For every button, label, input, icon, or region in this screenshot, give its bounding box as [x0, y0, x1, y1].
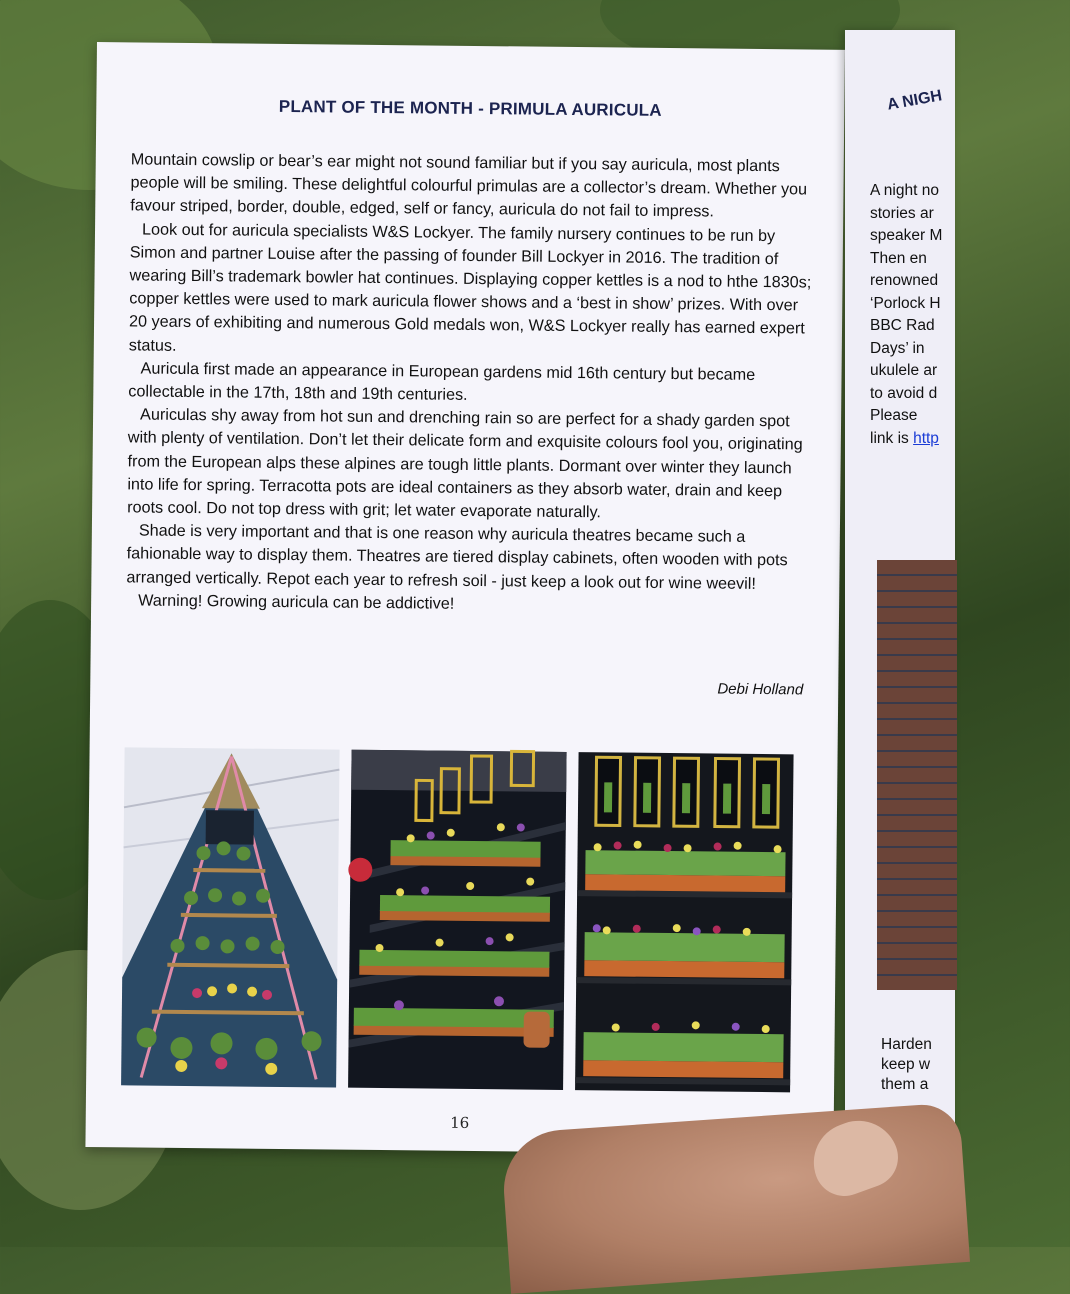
paragraph-warning: Warning! Growing auricula can be addictive! [138, 591, 455, 613]
facing-line: Then en [870, 249, 927, 267]
paragraph-history: Auricula first made an appearance in European gardens mid 16th century but became collectable in the 17th, 18th and 19th centuries. [128, 359, 756, 404]
facing-line: ukulele ar [870, 362, 938, 379]
facing-line: to avoid d [870, 384, 938, 402]
facing-bottom-line: them a [881, 1076, 929, 1093]
facing-bottom-line: Harden [881, 1036, 932, 1053]
author-credit: Debi Holland [717, 680, 804, 699]
tiered-shelves-photo [348, 750, 567, 1090]
facing-page-text [870, 180, 1070, 450]
pyramid-theatre-photo [121, 747, 340, 1087]
page-title: PLANT OF THE MONTH - PRIMULA AURICULA [278, 96, 662, 120]
facing-bottom-line: keep w [881, 1056, 931, 1073]
facing-line-with-link [870, 428, 1070, 451]
facing-line: renowned [870, 272, 939, 289]
paragraph-theatres: Shade is very important and that is one reason why auricula theatres became such a fahionable way to display them. Theatres are tiered display cabinets, often wooden with pots arranged vertically. Repot each year to refresh soil - just keep a look out for wine weevil! [126, 521, 788, 593]
facing-link[interactable]: http [913, 429, 939, 447]
facing-line: BBC Rad [870, 317, 935, 334]
facing-page-heading: A NIGH [885, 87, 944, 114]
article-body [126, 148, 819, 619]
facing-line: link is [870, 429, 914, 447]
holding-hand [500, 1102, 970, 1294]
brick-wall-photo [877, 560, 957, 990]
paragraph-intro: Mountain cowslip or bear’s ear might not sound familiar but if you say auricula, most plants people will be smiling. These delightful colourful primulas are a collector’s dream. Whether you favour striped, border, double, edged, self or fancy, auricula do not fail to impress. [130, 150, 808, 221]
booklet-page [85, 42, 845, 1155]
facing-page [845, 30, 955, 1160]
facing-line: stories ar [870, 204, 934, 222]
photo-strip [121, 747, 803, 1094]
facing-line: Days’ in [870, 339, 925, 357]
framed-display-photo [575, 752, 794, 1092]
facing-line: speaker M [870, 227, 943, 244]
facing-line: Please [870, 407, 918, 424]
paragraph-care: Auriculas shy away from hot sun and drenching rain so are perfect for a shady garden spot with plenty of ventilation. Don’t let their delicate form and exquisite colours fool you, originating from the European alps these alpines are tough little plants. Dormant over winter they launch into life for spring. Terracotta pots are ideal containers as they absorb water, drain and keep roots cool. Do not top dress with grit; let water evaporate naturally. [127, 405, 803, 522]
facing-line: A night no [870, 182, 939, 199]
paragraph-lockyer: Look out for auricula specialists W&S Lockyer. The family nursery continues to be run by Simon and partner Louise after the passing of founder Bill Lockyer in 2016. The tradition of wearing Bill’s trademark bowler hat continues. Displaying copper kettles is a nod to hthe 1830s; copper kettles were used to mark auricula flower shows and a ‘best in show’ prizes. With over 20 years of exhibiting and numerous Gold medals won, W&S Lockyer really has earned expert status. [128, 220, 812, 355]
facing-line: ‘Porlock H [870, 294, 941, 312]
page-number: 16 [450, 1113, 470, 1132]
facing-page-bottom-text [881, 1035, 932, 1095]
